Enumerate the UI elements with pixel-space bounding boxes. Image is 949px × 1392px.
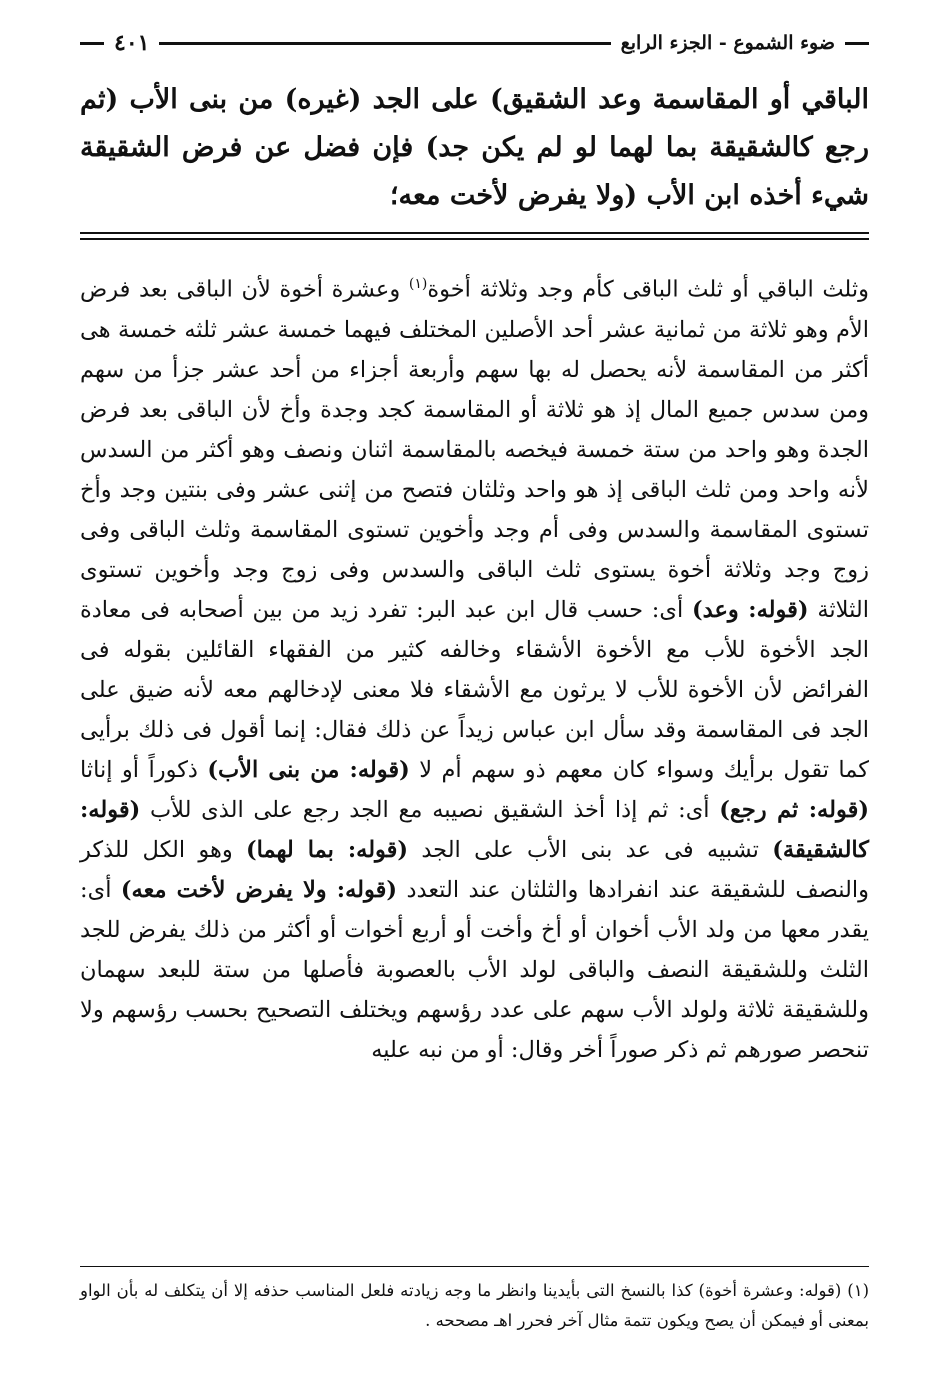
header-rule (159, 42, 610, 45)
quoted-lemma: (قوله: بما لهما) (246, 836, 409, 863)
commentary-segment: أى: يقدر معها من ولد الأب أخوان أو أخ وأخت أو أربع أخوات أو أكثر من ذلك يفرض للجد الثلث وللشقيقة النصف والباقى لولد الأب بالعصوبة فأصلها من ستة للبعد سهمان وللشقيقة ثلاثة ولولد الأب سهم على عدد رؤسهم ويختلف التصحيح بحسب رؤسهم ولا تنحصر صورهم ثم ذكر صوراً أخر وقال: أو من نبه عليه (80, 876, 869, 1063)
quoted-lemma: (قوله: من بنى الأب) (207, 756, 410, 783)
quoted-lemma: (قوله: وعد) (692, 596, 809, 623)
commentary-segment: تشبيه فى عد بنى الأب على الجد (408, 836, 773, 863)
commentary-segment: أى: ثم إذا أخذ الشقيق نصيبه مع الجد رجع على الذى للأب (140, 796, 720, 823)
commentary-segment: أى: حسب قال ابن عبد البر: تفرد زيد من بين أصحابه فى معادة الجد الأخوة للأب مع الأخوة الأشقاء وخالفه كثير من الفقهاء القائلين بقوله فى الفرائض لأن الأخوة للأب لا يرثون مع الأشقاء فلا معنى لإدخالهم معه لأنه ضيق على الجد فى المقاسمة وقد سأل ابن عباس زيداً عن ذلك فقال: إنما أقول فى ذلك برأيى كما تقول برأيك وسواء كان معهم ذو سهم أم لا (80, 596, 869, 783)
header-dash (845, 42, 869, 45)
footnote: (١) (قوله: وعشرة أخوة) كذا بالنسخ التى بأيدينا وانظر ما وجه زيادته فلعل المناسب حذفه إلا أن يتكلف له بأن الواو بمعنى أو فيمكن أن يصح ويكون تتمة مثال آخر فحرر اهـ مصححه . (80, 1281, 869, 1330)
running-header (80, 28, 869, 58)
double-divider (80, 232, 869, 240)
commentary-text (80, 264, 869, 1070)
footnote-marker: (١) (408, 276, 428, 292)
commentary-segment: وثلث الباقي أو ثلث الباقى كأم وجد وثلاثة أخوة (427, 276, 869, 303)
footnote-divider (80, 1266, 869, 1267)
running-title: ضوء الشموع - الجزء الرابع (620, 32, 835, 54)
commentary-segment: وهو الكل للذكر والنصف للشقيقة عند انفرادها والثلثان عند التعدد (80, 836, 869, 903)
page-number: ٤٠١ (114, 30, 150, 56)
commentary-segment: وعشرة أخوة لأن الباقى بعد فرض الأم وهو ثلاثة من ثمانية عشر أحد الأصلين المختلف فيهما خمسة عشر ثلثه خمسة هى أكثر من المقاسمة لأنه يحصل له بها سهم وأربعة أجزاء من أحد عشر جزأ من سهم ومن سدس جميع المال إذ هو ثلاثة أو المقاسمة كجد وجدة وأخ لأن الباقى بعد فرض الجدة وهو واحد من ستة خمسة فيخصه بالمقاسمة اثنان ونصف وهو أكثر من السدس لأنه واحد ومن ثلث الباقى إذ هو واحد وثلثان فتصح من إثنى عشر وفى بنتين وجد وأخ تستوى المقاسمة والسدس وفى أم وجد وأخوين تستوى المقاسمة وثلث الباقى وفى زوج وجد وثلاثة أخوة يستوى ثلث الباقى والسدس وفى زوج وجد وأخوين تستوى الثلاثة (80, 276, 869, 623)
quoted-lemma: (قوله: ولا يفرض لأخت معه) (120, 876, 398, 903)
quoted-lemma: (قوله: ثم رجع) (719, 796, 869, 823)
quoted-lemma: (قوله: كالشقيقة) (80, 796, 869, 863)
header-dash (80, 42, 104, 45)
main-text: الباقي أو المقاسمة وعد الشقيق) على الجد (غيره) من بنى الأب (ثم رجع كالشقيقة بما لهما لو لم يكن جد) فإن فضل عن فرض الشقيقة شيء أخذه ابن الأب (ولا يفرض لأخت معه؛ (80, 84, 869, 211)
commentary-segment: ذكوراً أو إناثا (80, 756, 208, 783)
